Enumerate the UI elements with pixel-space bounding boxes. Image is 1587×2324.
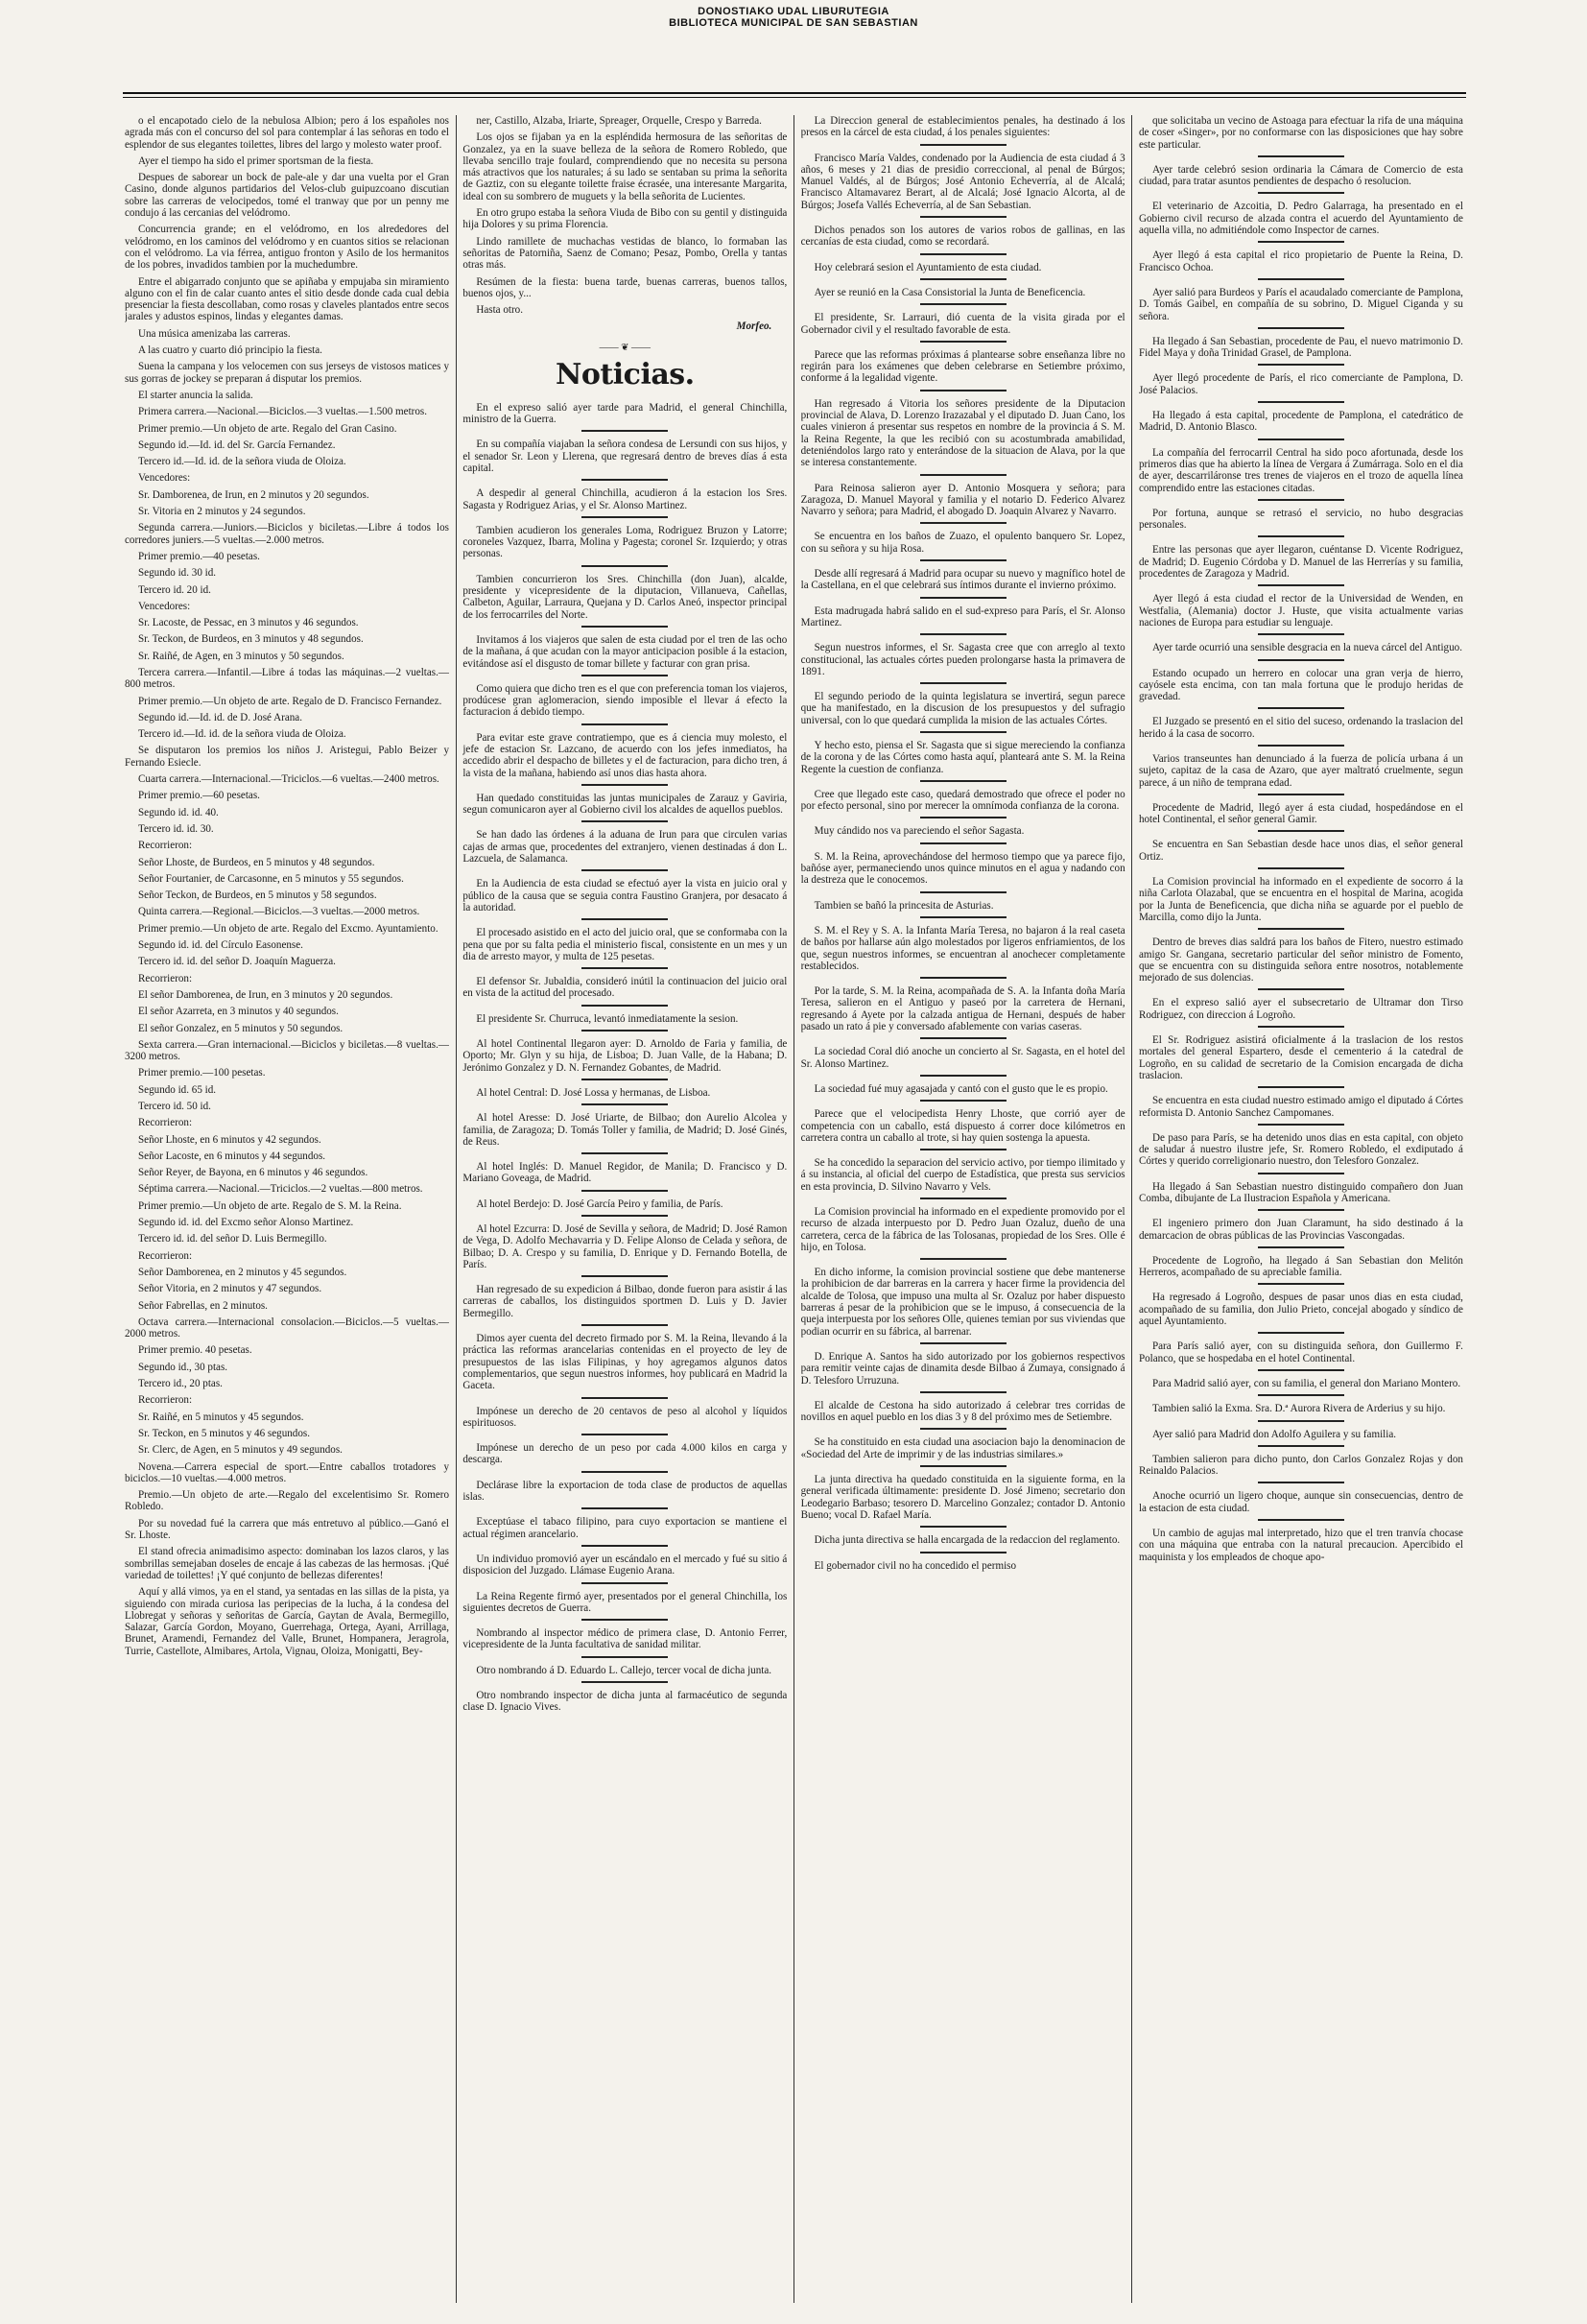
paragraph: que solicitaba un vecino de Astoaga para efectuar la rifa de una máquina de coser «Singer», por no conformarse con las disposiciones que hay sobre este particular. bbox=[1138, 115, 1463, 151]
paragraph: Primer premio.—Un objeto de arte. Regalo del Gran Casino. bbox=[138, 422, 397, 435]
paragraph: D. Enrique A. Santos ha sido autorizado por los gobiernos respectivos para remitir veinte cajas de dinamita desde Bilbao á Zumaya, consignado á D. Telesforo Urruzuna. bbox=[800, 1350, 1125, 1387]
paragraph: Concurrencia grande; en el velódromo, en los alrededores del velódromo, en los caminos del velódromo y en cuantos sitios se relacionan con el velódromo. La via férrea, antiguo fronton y Asilo de los hermanitos de los pobres, invadidos tambien por la muchedumbre. bbox=[125, 224, 449, 272]
item-separator bbox=[920, 731, 1007, 733]
item-separator bbox=[581, 1152, 668, 1154]
paragraph: Sr. Lacoste, de Pessac, en 3 minutos y 46 segundos. bbox=[138, 617, 359, 629]
paragraph: o el encapotado cielo de la nebulosa Albion; pero á los españoles nos agrada más con el concurso del sol para contemplar á las señoras en todo el esplendor de sus elegantes toilettes, libres del largo y molesto water proof. bbox=[125, 115, 449, 151]
item-separator bbox=[920, 144, 1007, 146]
paragraph: Hoy celebrará sesion el Ayuntamiento de esta ciudad. bbox=[814, 261, 1042, 273]
paragraph: Segundo id. id. del Círculo Easonense. bbox=[138, 939, 303, 952]
item-separator bbox=[920, 1552, 1007, 1553]
paragraph: La sociedad Coral dió anoche un concierto al Sr. Sagasta, en el hotel del Sr. Alonso Martinez. bbox=[800, 1046, 1125, 1070]
item-separator bbox=[920, 1198, 1007, 1199]
library-stamp-line1: DONOSTIAKO UDAL LIBURUTEGIA bbox=[698, 6, 889, 17]
paragraph: Se disputaron los premios los niños J. Aristegui, Pablo Beizer y Fernando Esiecle. bbox=[125, 745, 449, 769]
item-separator bbox=[1258, 830, 1344, 832]
paragraph: Novena.—Carrera especial de sport.—Entre caballos trotadores y biciclos.—10 vueltas.—4.000 metros. bbox=[125, 1460, 449, 1484]
paragraph: Sr. Clerc, de Agen, en 5 minutos y 49 segundos. bbox=[138, 1444, 343, 1457]
paragraph: Primer premio.—Un objeto de arte. Regalo de S. M. la Reina. bbox=[138, 1199, 402, 1212]
paragraph: Segundo id. id. 40. bbox=[138, 806, 219, 818]
paragraph: Sr. Teckon, de Burdeos, en 3 minutos y 48 segundos. bbox=[138, 633, 364, 646]
column-4 bbox=[1139, 115, 1463, 2303]
item-separator bbox=[581, 430, 668, 432]
paragraph: Dicha junta directiva se halla encargada de la redaccion del reglamento. bbox=[814, 1534, 1121, 1547]
paragraph: Ayer se reunió en la Casa Consistorial la Junta de Beneficencia. bbox=[814, 286, 1086, 298]
paragraph: Segundo id. id. del Excmo señor Alonso Martinez. bbox=[138, 1217, 354, 1229]
item-separator bbox=[1258, 794, 1344, 795]
paragraph: Tambien acudieron los generales Loma, Rodriguez Bruzon y Latorre; coroneles Vazquez, Ibarra, Molina y Pagesta; coronel Sr. Izquierdo; y otras personas. bbox=[462, 524, 788, 560]
top-rule-thin bbox=[123, 97, 1466, 98]
paragraph: La junta directiva ha quedado constituida en la siguiente forma, en la general verificada últimamente: presidente D. José Jimeno; secretario don Leodegario Barbaso; tesorero D. Marcelino Gonzalez; contador D. Antonio Bueno; vocal D. Rafael María. bbox=[800, 1474, 1125, 1521]
paragraph: Tambien salieron para dicho punto, don Carlos Gonzalez Rojas y don Reinaldo Palacios. bbox=[1138, 1453, 1463, 1478]
paragraph: El alcalde de Cestona ha sido autorizado á celebrar tres corridas de novillos en aquel pueblo en los dias 3 y 8 del próximo mes de Setiembre. bbox=[800, 1399, 1125, 1424]
paragraph: Se ha concedido la separacion del servicio activo, por tiempo ilimitado y á su instancia, al oficial del cuerpo de Estadística, que presta sus servicios en esta provincia, D. Silvino Navarro y Vels. bbox=[800, 1157, 1125, 1193]
paragraph: Lindo ramillete de muchachas vestidas de blanco, lo formaban las señoritas de Patorniña, Saenz de Comano; Pesaz, Pombo, Orella y tantas otras más. bbox=[462, 235, 788, 272]
paragraph: Primer premio.—40 pesetas. bbox=[138, 550, 260, 562]
column-divider bbox=[456, 115, 457, 2303]
paragraph: Resúmen de la fiesta: buena tarde, buenas carreras, buenos tallos, buenos ojos, y... bbox=[462, 275, 788, 299]
paragraph: Dimos ayer cuenta del decreto firmado por S. M. la Reina, llevando á la práctica las reformas arancelarias contenidas en el proyecto de ley de presupuestos de las islas Filipinas, y hoy agregamos algunos datos complementarios, que segun nuestros informes, hoy publicará en Madrid la Gaceta. bbox=[462, 1333, 788, 1392]
paragraph: Como quiera que dicho tren es el que con preferencia toman los viajeros, prodúcese gran aglomeracion, siendo imposible el llevar á efecto la facturacion á debido tiempo. bbox=[462, 682, 788, 719]
item-separator bbox=[1258, 192, 1344, 194]
paragraph: Aquí y allá vimos, ya en el stand, ya sentadas en las sillas de la pista, ya siguiendo con mirada curiosa las peripecias de la lucha, á la condesa del Llobregat y señoras y señoritas de García, Gaytan de Avala, Bermegillo, Salazar, García Gordon, Moyano, Guerrehaga, Ortega, Ayani, Arrillaga, Brunet, Aramendi, Fernandez del Valle, Brunet, Hompanera, Jeragrola, Turrie, Castellote, Almibares, Artola, Vignau, Oloiza, Monigatti, Bey- bbox=[125, 1586, 449, 1657]
item-separator bbox=[581, 1545, 668, 1547]
top-rule bbox=[123, 92, 1466, 94]
item-separator bbox=[581, 1434, 668, 1435]
paragraph: Sr. Damborenea, de Irun, en 2 minutos y 20 segundos. bbox=[138, 488, 369, 501]
item-separator bbox=[1258, 1173, 1344, 1174]
paragraph: Señor Fourtanier, de Carcasonne, en 5 minutos y 55 segundos. bbox=[138, 872, 404, 885]
paragraph: Y hecho esto, piensa el Sr. Sagasta que si sigue mereciendo la confianza de la corona y de las Córtes como hasta aquí, planteará ante S. M. la Reina Regente la cuestion de confianza. bbox=[800, 739, 1125, 775]
item-separator bbox=[920, 780, 1007, 782]
item-separator bbox=[920, 303, 1007, 305]
item-separator bbox=[581, 1030, 668, 1032]
paragraph: Segundo id.—Id. id. del Sr. García Fernandez. bbox=[138, 439, 336, 451]
paragraph: El Juzgado se presentó en el sitio del suceso, ordenando la traslacion del herido á la casa de socorro. bbox=[1138, 716, 1463, 740]
paragraph: Se encuentra en San Sebastian desde hace unos dias, el señor general Ortiz. bbox=[1138, 839, 1463, 863]
column-divider bbox=[1131, 115, 1132, 2303]
paragraph: Para París salió ayer, con su distinguida señora, don Guillermo F. Polanco, que se hospedaba en el hotel Continental. bbox=[1138, 1340, 1463, 1364]
item-separator bbox=[920, 1100, 1007, 1102]
paragraph: Segundo id. 65 id. bbox=[138, 1083, 217, 1096]
paragraph: Ayer llegó á esta ciudad el rector de la Universidad de Wenden, en Westfalia, (Alemania) doctor J. Huste, que visita actualmente varias naciones de Europa para estudiar su lenguaje. bbox=[1138, 593, 1463, 628]
paragraph: Ha llegado á San Sebastian, procedente de Pau, el nuevo matrimonio D. Fidel Maya y doña Trinidad Grasel, de Pamplona. bbox=[1138, 335, 1463, 360]
section-title: Noticias. bbox=[556, 357, 695, 391]
item-separator bbox=[920, 341, 1007, 343]
paragraph: Ha llegado á esta capital, procedente de Pamplona, el catedrático de Madrid, D. Antonio Blasco. bbox=[1138, 410, 1463, 434]
columns bbox=[125, 115, 1463, 2303]
paragraph: Sr. Raiñé, en 5 minutos y 45 segundos. bbox=[138, 1411, 304, 1423]
paragraph: El presidente Sr. Churruca, levantó inmediatamente la sesion. bbox=[476, 1012, 739, 1025]
item-separator bbox=[1258, 659, 1344, 661]
paragraph: Tambien salió la Exma. Sra. D.ª Aurora Rivera de Arderius y su hijo. bbox=[1151, 1403, 1446, 1415]
paragraph: Impónese un derecho de 20 centavos de peso al alcohol y líquidos espirituosos. bbox=[462, 1405, 788, 1429]
paragraph: Segunda carrera.—Juniors.—Biciclos y biciletas.—Libre á todos los corredores juniers.—5 vueltas.—2.000 metros. bbox=[125, 522, 449, 546]
paragraph: En la Audiencia de esta ciudad se efectuó ayer la vista en juicio oral y público de la causa que se seguia contra Faustino Granjera, por desacato á la autoridad. bbox=[462, 878, 788, 913]
item-separator bbox=[581, 675, 668, 676]
paragraph: Francisco María Valdes, condenado por la Audiencia de esta ciudad á 3 años, 6 meses y 21 dias de presidio correccional, al penal de Búrgos; Manuel Valdés, al de Búrgos; José Antonio Echeverría, al de Alcalá; Francisco Altamavarez Berart, al de Alcalá; José Ignacio Alcorta, al de Búrgos; Josefa Vallés Echeverría, al de San Sebastian. bbox=[800, 152, 1125, 211]
paragraph: A despedir al general Chinchilla, acudieron á la estacion los Sres. Sagasta y Rodriguez Arias, y el Sr. Alonso Martinez. bbox=[462, 487, 788, 511]
paragraph: En su compañía viajaban la señora condesa de Lersundi con sus hijos, y el senador Sr. Leon y Llerena, que regresará dentro de breves días á esta capital. bbox=[462, 439, 788, 474]
paragraph: Al hotel Inglés: D. Manuel Regidor, de Manila; D. Francisco y D. Mariano Goveaga, de Madrid. bbox=[462, 1161, 788, 1185]
paragraph: Tercero id. 50 id. bbox=[138, 1101, 211, 1112]
paragraph: Otro nombrando inspector de dicha junta al farmacéutico de segunda clase D. Ignacio Vives. bbox=[462, 1690, 788, 1714]
item-separator bbox=[581, 1397, 668, 1399]
paragraph: La Comision provincial ha informado en el expediente promovido por el recurso de alzada interpuesto por D. Pedro Juan Ozaluz, dueño de una carretera, cerca de la fábrica de las Tolosanas, propiedad de los Sres. Olle é hijo, en Tolosa. bbox=[800, 1206, 1125, 1253]
paragraph: Ayer el tiempo ha sido el primer sportsman de la fiesta. bbox=[138, 154, 374, 167]
paragraph: El señor Gonzalez, en 5 minutos y 50 segundos. bbox=[138, 1022, 343, 1034]
item-separator bbox=[1258, 439, 1344, 440]
item-separator bbox=[1258, 1124, 1344, 1126]
item-separator bbox=[920, 633, 1007, 635]
item-separator bbox=[581, 1215, 668, 1217]
item-separator bbox=[1258, 241, 1344, 243]
paragraph: Señor Damborenea, en 2 minutos y 45 segundos. bbox=[138, 1266, 347, 1278]
paragraph: Octava carrera.—Internacional consolacion.—Biciclos.—5 vueltas.—2000 metros. bbox=[125, 1316, 449, 1340]
paragraph: Se encuentra en esta ciudad nuestro estimado amigo el diputado á Córtes reformista D. Antonio Sanchez Campomanes. bbox=[1138, 1095, 1463, 1119]
paragraph: El gobernador civil no ha concedido el permiso bbox=[814, 1559, 1017, 1572]
item-separator bbox=[1258, 867, 1344, 869]
paragraph: Cuarta carrera.—Internacional.—Triciclos.—6 vueltas.—2400 metros. bbox=[138, 773, 439, 786]
paragraph: Recorrieron: bbox=[138, 1394, 193, 1407]
column-2 bbox=[462, 115, 787, 2303]
item-separator bbox=[1258, 1026, 1344, 1028]
paragraph: Entre el abigarrado conjunto que se apiñaba y empujaba sin miramiento alguno con el fin de calar cuanto antes el sitio desde donde cada cual debia presenciar la fiesta descollaban, como rosas y claveles plantados entre secos jarales y adustos espinos, lindas y elegantes damas. bbox=[125, 275, 449, 323]
paragraph: Los ojos se fijaban ya en la espléndida hermosura de las señoritas de Gonzalez, ya en la suave belleza de la señora de Romero Robledo, que llevaba sencillo traje foulard, comprendiendo que no necesita su persona más atractivos que los naturales; á su lado se sentaban su prima la señorita de Gaztiz, con su elegante toilette fraise écrasée, una interesante Margarita, ideal con su sombrero de muguets y la bella señorita de Lucientes. bbox=[462, 131, 788, 202]
paragraph: Ayer salió para Madrid don Adolfo Aguilera y su familia. bbox=[1151, 1428, 1397, 1440]
paragraph: Ayer tarde celebró sesion ordinaria la Cámara de Comercio de esta ciudad, para tratar asuntos pendientes de despacho ó resolucion. bbox=[1138, 163, 1463, 188]
paragraph: Cree que llegado este caso, quedará demostrado que ofrece el poder no por efecto personal, sino por merecer la omnímoda confianza de la corona. bbox=[800, 788, 1125, 813]
paragraph: Primera carrera.—Nacional.—Biciclos.—3 vueltas.—1.500 metros. bbox=[138, 406, 427, 418]
item-separator bbox=[1258, 155, 1344, 157]
paragraph: Tercero id. id. 30. bbox=[138, 822, 214, 835]
paragraph: El señor Azarreta, en 3 minutos y 40 segundos. bbox=[138, 1006, 339, 1018]
item-separator bbox=[581, 1324, 668, 1326]
section-ornament: —— ❦ —— bbox=[599, 342, 651, 353]
paragraph: El Sr. Rodriguez asistirá oficialmente á la traslacion de los restos mortales del general Espartero, desde el cementerio á la catedral de Logroño, en su calidad de secretario de la Comision encargada de dicha traslacion. bbox=[1138, 1034, 1463, 1081]
paragraph: El veterinario de Azcoitia, D. Pedro Galarraga, ha presentado en el Gobierno civil recurso de alzada contra el acuerdo del Ayuntamiento de aquella villa, no admitiéndole como Inspector de carnes. bbox=[1138, 201, 1463, 237]
paragraph: Para Reinosa salieron ayer D. Antonio Mosquera y señora; para Zaragoza, D. Manuel Mayoral y familia y el notario D. Federico Alvarez Navarro y señora; para Madrid, el abogado D. Joaquin Alvarez y Navarro. bbox=[800, 482, 1125, 518]
paragraph: En dicho informe, la comision provincial sostiene que debe mantenerse la prohibicion de dar barreras en la carrera y hacer firme la providencia del alcalde de Tolosa, que impuso una multa al Sr. Ozaluz por haber dispuesto barreras á pesar de la prohibicion que se le impuso, á consecuencia de la queja interpuesta por los señores Olle, quienes temian por sus viviendas que podian ocurrir en su fábrica, al barrenar. bbox=[800, 1267, 1125, 1338]
paragraph: Dentro de breves dias saldrá para los baños de Fitero, nuestro estimado amigo Sr. Gangana, secretario particular del señor ministro de Fomento, que se encuentra con su distinguida señora entre nosotros, notablemente mejorado de sus dolencias. bbox=[1138, 937, 1463, 984]
item-separator bbox=[1258, 401, 1344, 403]
item-separator bbox=[1258, 327, 1344, 329]
item-separator bbox=[920, 253, 1007, 255]
paragraph: Tambien se bañó la princesita de Asturias. bbox=[814, 899, 994, 912]
item-separator bbox=[1258, 1332, 1344, 1334]
item-separator bbox=[920, 474, 1007, 476]
paragraph: La compañía del ferrocarril Central ha sido poco afortunada, desde los primeros dias que ha abierto la línea de Vergara á Zumárraga. Solo en el dia de ayer, descarriláronse tres trenes de viajeros en el trozo de aquella línea comprendido entre las estaciones citadas. bbox=[1138, 446, 1463, 494]
item-separator bbox=[1258, 535, 1344, 537]
library-stamp-line2: BIBLIOTECA MUNICIPAL DE SAN SEBASTIAN bbox=[669, 17, 918, 29]
item-separator bbox=[1258, 584, 1344, 586]
paragraph: La Comision provincial ha informado en el expediente de socorro á la niña Carlota Olazabal, que se encuentra en el hospital de Marina, acogida por la Junta de Beneficencia, que dicha niña se aguarde por el pueblo de Marcilla, como dijo la Junta. bbox=[1138, 876, 1463, 923]
paragraph: Nombrando al inspector médico de primera clase, D. Antonio Ferrer, vicepresidente de la Junta facultativa de sanidad militar. bbox=[462, 1627, 788, 1651]
item-separator bbox=[1258, 1519, 1344, 1521]
paragraph: Tercero id., 20 ptas. bbox=[138, 1378, 223, 1390]
paragraph: Otro nombrando á D. Eduardo L. Callejo, tercer vocal de dicha junta. bbox=[476, 1664, 772, 1676]
paragraph: Para Madrid salió ayer, con su familia, el general don Mariano Montero. bbox=[1151, 1377, 1461, 1389]
paragraph: Exceptúase el tabaco filipino, para cuyo exportacion se mantiene el actual régimen arancelario. bbox=[462, 1516, 788, 1540]
item-separator bbox=[581, 784, 668, 786]
item-separator bbox=[581, 479, 668, 481]
item-separator bbox=[1258, 278, 1344, 280]
item-separator bbox=[581, 1507, 668, 1509]
paragraph: Parece que las reformas próximas á plantearse sobre enseñanza libre no regirán para los exámenes que deben celebrarse en Setiembre próximo, conforme á la legalidad vigente. bbox=[800, 348, 1125, 385]
item-separator bbox=[920, 278, 1007, 280]
paragraph: El ingeniero primero don Juan Claramunt, ha sido destinado á la demarcacion de obras públicas de las Provincias Vascongadas. bbox=[1138, 1218, 1463, 1242]
item-separator bbox=[920, 1526, 1007, 1528]
paragraph: Tercero id. id. del señor D. Joaquín Maguerza. bbox=[138, 956, 336, 968]
column-1 bbox=[125, 115, 449, 2303]
paragraph: Recorrieron: bbox=[138, 840, 193, 852]
paragraph: Segundo id.—Id. id. de D. José Arana. bbox=[138, 711, 303, 723]
paragraph: Han regresado á Vitoria los señores presidente de la Diputacion provincial de Alava, D. Lorenzo Irazazabal y el diputado D. Juan Cano, los cuales vinieron á presentar sus respetos en nombre de la provincia á S. M. la Reina Regente, la que les recibió con su acostumbrada amabilidad, deteniéndolos largo rato y enterándose de la situacion de Alava, por la que se interesa constantemente. bbox=[800, 397, 1125, 469]
paragraph: Primer premio.—Un objeto de arte. Regalo del Excmo. Ayuntamiento. bbox=[138, 922, 438, 935]
paragraph: Han quedado constituidas las juntas municipales de Zarauz y Gaviria, segun comunicaron ayer al Gobierno civil los alcaldes de aquellos pueblos. bbox=[462, 792, 788, 817]
item-separator bbox=[581, 1619, 668, 1621]
item-separator bbox=[1258, 707, 1344, 709]
paragraph: Señor Lhoste, de Burdeos, en 5 minutos y 48 segundos. bbox=[138, 856, 375, 868]
paragraph: Han regresado de su expedicion á Bilbao, donde fueron para asistir á las carreras de caballos, los distinguidos sportmen D. Luis y D. Javier Bermegillo. bbox=[462, 1284, 788, 1319]
paragraph: Séptima carrera.—Nacional.—Triciclos.—2 vueltas.—800 metros. bbox=[138, 1183, 423, 1196]
item-separator bbox=[1258, 928, 1344, 930]
paragraph: De paso para París, se ha detenido unos dias en esta capital, con objeto de saludar á nuestro ilustre jefe, Sr. Romero Robledo, el exdiputado á Córtes y querido correligionario nuestro, don Telesforo Gonzalez. bbox=[1138, 1131, 1463, 1168]
chronicle-continuation bbox=[462, 115, 787, 316]
paragraph: La Reina Regente firmó ayer, presentados por el general Chinchilla, los siguientes decretos de Guerra. bbox=[462, 1590, 788, 1614]
item-separator bbox=[920, 390, 1007, 391]
paragraph: Señor Vitoria, en 2 minutos y 47 segundos. bbox=[138, 1283, 322, 1295]
paragraph: Anoche ocurrió un ligero choque, aunque sin consecuencias, dentro de la estacion de esta ciudad. bbox=[1138, 1490, 1463, 1514]
paragraph: Al hotel Central: D. José Lossa y hermanas, de Lisboa. bbox=[476, 1086, 711, 1099]
item-separator bbox=[1258, 1209, 1344, 1211]
item-separator bbox=[920, 597, 1007, 599]
paragraph: Un individuo promovió ayer un escándalo en el mercado y fué su sitio á disposicion del Juzgado. Llámase Eugenio Arana. bbox=[462, 1553, 788, 1577]
item-separator bbox=[581, 626, 668, 628]
paragraph: Al hotel Aresse: D. José Uriarte, de Bilbao; don Aurelio Alcolea y familia, de Zaragoza; D. Tomás Toller y familia, de Madrid; D. José Ginés, de Reus. bbox=[462, 1112, 788, 1148]
paragraph: ner, Castillo, Alzaba, Iriarte, Spreager, Orquelle, Crespo y Barreda. bbox=[476, 115, 762, 127]
item-separator bbox=[1258, 1283, 1344, 1285]
item-separator bbox=[920, 817, 1007, 818]
paragraph: Señor Lacoste, en 6 minutos y 44 segundos. bbox=[138, 1150, 326, 1162]
item-separator bbox=[581, 1582, 668, 1584]
item-separator bbox=[581, 1681, 668, 1683]
item-separator bbox=[1258, 1246, 1344, 1248]
paragraph: El stand ofrecia animadisimo aspecto: dominaban los lazos claros, y las sombrillas semejaban doseles de encaje á las cabezas de las hermosas. ¡Qué variedad de toilettes! ¡Y qué conjunto de bellezas diferentes! bbox=[125, 1546, 449, 1581]
paragraph: El presidente, Sr. Larrauri, dió cuenta de la visita girada por el Gobernador civil y el resultado favorable de esta. bbox=[800, 312, 1125, 336]
item-separator bbox=[920, 891, 1007, 893]
paragraph: Ayer tarde ocurrió una sensible desgracia en la nueva cárcel del Antiguo. bbox=[1151, 642, 1462, 654]
paragraph: Sr. Vitoria en 2 minutos y 24 segundos. bbox=[138, 506, 306, 518]
paragraph: Ayer llegó á esta capital el rico propietario de Puente la Reina, D. Francisco Ochoa. bbox=[1138, 249, 1463, 273]
item-separator bbox=[920, 522, 1007, 524]
paragraph: Señor Fabrellas, en 2 minutos. bbox=[138, 1299, 268, 1312]
paragraph: Por la tarde, S. M. la Reina, acompañada de S. A. la Infanta doña María Teresa, salieron en el Antiguo y paseó por la carretera de Hernani, regresando á Ayete por la calzada antigua de Hernani, después de haber pasado un rato á pie y conversado afablemente con varias caseras. bbox=[800, 985, 1125, 1033]
item-separator bbox=[1258, 1369, 1344, 1371]
item-separator bbox=[920, 1258, 1007, 1260]
paragraph: Una música amenizaba las carreras. bbox=[138, 327, 291, 340]
paragraph: Sr. Raiñé, de Agen, en 3 minutos y 50 segundos. bbox=[138, 650, 344, 662]
item-separator bbox=[920, 216, 1007, 218]
paragraph: Se ha constituido en esta ciudad una asociacion bajo la denominacion de «Sociedad del Arte de imprimir y de las industrias similares.» bbox=[800, 1436, 1125, 1460]
paragraph: Desde allí regresará á Madrid para ocupar su nuevo y magnífico hotel de la Castellana, en el que celebrará sus íntimos durante el invierno próximo. bbox=[800, 568, 1125, 592]
paragraph: Entre las personas que ayer llegaron, cuéntanse D. Vicente Rodriguez, de Madrid; D. Eugenio Córdoba y D. Manuel de las Herrerías y su familia, procedentes de Zaragoza y Madrid. bbox=[1138, 544, 1463, 581]
item-separator bbox=[581, 723, 668, 725]
item-separator bbox=[581, 918, 668, 920]
paragraph: Ha llegado á San Sebastian nuestro distinguido compañero don Juan Comba, dibujante de La Ilustracion Española y Americana. bbox=[1138, 1180, 1463, 1204]
signature: Morfeo. bbox=[736, 320, 772, 333]
item-separator bbox=[581, 820, 668, 822]
item-separator bbox=[581, 869, 668, 871]
item-separator bbox=[920, 842, 1007, 844]
item-separator bbox=[581, 516, 668, 518]
item-separator bbox=[581, 1190, 668, 1192]
library-stamp bbox=[0, 6, 1587, 29]
paragraph: Ayer llegó procedente de París, el rico comerciante de Pamplona, D. José Palacios. bbox=[1138, 372, 1463, 396]
paragraph: Procedente de Logroño, ha llegado á San Sebastian don Melitón Herreros, acompañado de su apreciable familia. bbox=[1138, 1254, 1463, 1279]
item-separator bbox=[1258, 1086, 1344, 1088]
item-separator bbox=[920, 1391, 1007, 1393]
paragraph: Tercero id. id. del señor D. Luis Bermegillo. bbox=[138, 1233, 327, 1245]
paragraph: La sociedad fué muy agasajada y cantó con el gusto que le es propio. bbox=[814, 1082, 1108, 1095]
item-separator bbox=[920, 1075, 1007, 1077]
paragraph: Quinta carrera.—Regional.—Biciclos.—3 vueltas.—2000 metros. bbox=[138, 906, 420, 918]
paragraph: Tercero id. 20 id. bbox=[138, 583, 211, 596]
paragraph: Por su novedad fué la carrera que más entretuvo al público.—Ganó el Sr. Lhoste. bbox=[125, 1517, 449, 1542]
item-separator bbox=[581, 967, 668, 969]
paragraph: El procesado asistido en el acto del juicio oral, que se conformaba con la pena que por su falta pedia el ministerio fiscal, consistente en un mes y un dia de arresto mayor, y multa de 125 pesetas. bbox=[462, 927, 788, 962]
item-separator bbox=[1258, 364, 1344, 366]
paragraph: Estando ocupado un herrero en colocar una gran verja de hierro, cayósele esta encima, con tan mala fortuna que le produjo heridas de gravedad. bbox=[1138, 667, 1463, 703]
paragraph: Primer premio. 40 pesetas. bbox=[138, 1344, 252, 1357]
paragraph: Sr. Teckon, en 5 minutos y 46 segundos. bbox=[138, 1427, 310, 1439]
item-separator bbox=[1258, 499, 1344, 501]
item-separator bbox=[581, 1656, 668, 1658]
item-separator bbox=[920, 559, 1007, 561]
paragraph: Tercera carrera.—Infantil.—Libre á todas las máquinas.—2 vueltas.—800 metros. bbox=[125, 666, 449, 691]
paragraph: Vencedores: bbox=[138, 472, 191, 485]
paragraph: El señor Damborenea, de Irun, en 3 minutos y 20 segundos. bbox=[138, 988, 393, 1001]
paragraph: A las cuatro y cuarto dió principio la fiesta. bbox=[138, 344, 322, 357]
paragraph: Declárase libre la exportacion de toda clase de productos de aquellas islas. bbox=[462, 1479, 788, 1504]
paragraph: Ayer salió para Burdeos y París el acaudalado comerciante de Pamplona, D. Tomás Gaibel, en compañía de su sobrino, D. Miguel Ciganda y su señora. bbox=[1138, 286, 1463, 322]
paragraph: Señor Lhoste, en 6 minutos y 42 segundos. bbox=[138, 1133, 321, 1146]
item-separator bbox=[920, 1428, 1007, 1430]
item-separator bbox=[920, 1037, 1007, 1039]
news-list bbox=[462, 402, 787, 1714]
paragraph: Muy cándido nos va pareciendo el señor Sagasta. bbox=[814, 825, 1025, 838]
paragraph: Segun nuestros informes, el Sr. Sagasta cree que con arreglo al texto constitucional, las actuales córtes pueden prolongarse hasta la primavera de 1891. bbox=[800, 642, 1125, 677]
paragraph: Recorrieron: bbox=[138, 1117, 193, 1129]
paragraph: Al hotel Ezcurra: D. José de Sevilla y señora, de Madrid; D. José Ramon de Vega, D. Adolfo Mechavarria y D. Felipe Alonso de Celada y señora, de Bilbao; D. A. Crespo y su familia, D. Enrique y D. Fernando Botella, de París. bbox=[462, 1223, 788, 1270]
paragraph: Despues de saborear un bock de pale-ale y dar una vuelta por el Gran Casino, donde algunos partidarios del Velos-club guipuzcoano discutian sobre las carreras de velocipedos, tomé el tranway que por un penny me condujo á las cercanias del velódromo. bbox=[125, 172, 449, 220]
item-separator bbox=[1258, 1482, 1344, 1483]
paragraph: La Direccion general de establecimientos penales, ha destinado á los presos en la cárcel de esta ciudad, á los penales siguientes: bbox=[800, 115, 1125, 139]
item-separator bbox=[920, 1465, 1007, 1467]
item-separator bbox=[1258, 745, 1344, 747]
paragraph: Señor Teckon, de Burdeos, en 5 minutos y 58 segundos. bbox=[138, 889, 377, 902]
item-separator bbox=[1258, 1394, 1344, 1396]
item-separator bbox=[920, 916, 1007, 918]
paragraph: Se encuentra en los baños de Zuazo, el opulento banquero Sr. Lopez, con su señora y su hija Rosa. bbox=[800, 531, 1125, 555]
paragraph: Procedente de Madrid, llegó ayer á esta ciudad, hospedándose en el hotel Continental, el señor general Gamir. bbox=[1138, 801, 1463, 826]
paragraph: Al hotel Berdejo: D. José García Peiro y familia, de París. bbox=[476, 1198, 723, 1210]
paragraph: Por fortuna, aunque se retrasó el servicio, no hubo desgracias personales. bbox=[1138, 507, 1463, 532]
paragraph: Invitamos á los viajeros que salen de esta ciudad por el tren de las ocho de la mañana, á que acudan con la mayor anticipacion posible á la estacion, evitándose así el disgusto de tomar billete y facturar con gran prisa. bbox=[462, 633, 788, 670]
paragraph: Tercero id.—Id. id. de la señora viuda de Oloiza. bbox=[138, 456, 346, 468]
paragraph: Vencedores: bbox=[138, 600, 191, 612]
paragraph: Varios transeuntes han denunciado á la fuerza de policía urbana á un sujeto, capitaz de la casa de Azaro, que ayer maltrató cruelmente, segun parece, á un niño de temprana edad. bbox=[1138, 752, 1463, 789]
paragraph: Recorrieron: bbox=[138, 1249, 193, 1262]
paragraph: Primer premio.—60 pesetas. bbox=[138, 790, 260, 802]
paragraph: Impónese un derecho de un peso por cada 4.000 kilos en carga y descarga. bbox=[462, 1442, 788, 1466]
item-separator bbox=[1258, 988, 1344, 990]
paragraph: S. M. el Rey y S. A. la Infanta María Teresa, no bajaron á la real caseta de baños por hallarse aún algo molestados por ligeros enfriamientos, de los que, segun nuestros informes, se encuentran al anochecer completamente restablecidos. bbox=[800, 924, 1125, 972]
item-separator bbox=[920, 682, 1007, 684]
paragraph: Parece que el velocipedista Henry Lhoste, que corrió ayer de competencia con un caballo, está dispuesto á correr doce kilómetros en carretera contra un caballo al trote, si hay quien sostenga la apuesta. bbox=[800, 1108, 1125, 1144]
item-separator bbox=[920, 1342, 1007, 1344]
paragraph: Segundo id. 30 id. bbox=[138, 567, 217, 580]
item-separator bbox=[581, 1275, 668, 1277]
paragraph: Tambien concurrieron los Sres. Chinchilla (don Juan), alcalde, presidente y vicepresidente de la diputacion, Villanueva, Cañellas, Calbeton, Aguilar, Larraura, Quejana y D. Carlos Aneó, inspector principal de los ferrocarriles del Norte. bbox=[462, 573, 788, 621]
paragraph: Un cambio de agujas mal interpretado, hizo que el tren tranvía chocase con una máquina que entraba con la natural precaucion. Apercibido el maquinista y los empleados de choque apo- bbox=[1138, 1528, 1463, 1563]
paragraph: Premio.—Un objeto de arte.—Regalo del excelentisimo Sr. Romero Robledo. bbox=[125, 1489, 449, 1513]
paragraph: Ha regresado á Logroño, despues de pasar unos dias en esta ciudad, acompañado de su familia, don Julio Prieto, concejal abogado y síndico de aquel Ayuntamiento. bbox=[1138, 1292, 1463, 1328]
item-separator bbox=[581, 1103, 668, 1105]
paragraph: Sexta carrera.—Gran internacional.—Biciclos y biciletas.—8 vueltas.—3200 metros. bbox=[125, 1038, 449, 1063]
item-separator bbox=[1258, 1445, 1344, 1447]
item-separator bbox=[920, 1149, 1007, 1150]
paragraph: El starter anuncia la salida. bbox=[138, 389, 253, 401]
paragraph: En el expreso salió ayer el subsecretario de Ultramar don Tirso Rodriguez, con direccion á Logroño. bbox=[1138, 997, 1463, 1021]
column-3 bbox=[801, 115, 1125, 2303]
item-separator bbox=[581, 1005, 668, 1007]
paragraph: El segundo periodo de la quinta legislatura se invertirá, segun parece que ha manifestado, en la discusion de los presupuestos y del sufragio universal, con lo que quedará cumplida la mision de las actuales Córtes. bbox=[800, 691, 1125, 726]
item-separator bbox=[1258, 1420, 1344, 1422]
paragraph: Primer premio.—Un objeto de arte. Regalo de D. Francisco Fernandez. bbox=[138, 695, 442, 707]
item-separator bbox=[1258, 633, 1344, 635]
item-separator bbox=[920, 977, 1007, 979]
item-separator bbox=[581, 1471, 668, 1473]
paragraph: Se han dado las órdenes á la aduana de Irun para que circulen varias cajas de armas que, procedentes del extranjero, vienen destinadas á don L. Lazcuela, de Salamanca. bbox=[462, 829, 788, 866]
paragraph: Tercero id.—Id. id. de la señora viuda de Oloiza. bbox=[138, 728, 346, 741]
paragraph: Segundo id., 30 ptas. bbox=[138, 1361, 228, 1373]
paragraph: Para evitar este grave contratiempo, que es á ciencia muy molesto, el jefe de estacion Sr. Lazcano, de acuerdo con los jefes inmediatos, ha accedido abrir el despacho de billetes y el de facturacion, para dicho tren, á la vista de la mañana, habiendo así unos dias hasta ahora. bbox=[462, 731, 788, 779]
paragraph: Primer premio.—100 pesetas. bbox=[138, 1067, 266, 1079]
paragraph: En el expreso salió ayer tarde para Madrid, el general Chinchilla, ministro de la Guerra. bbox=[462, 401, 788, 426]
paragraph: El defensor Sr. Jubaldia, consideró inútil la continuacion del juicio oral en vista de la actitud del procesado. bbox=[462, 976, 788, 1000]
paragraph: Recorrieron: bbox=[138, 972, 193, 984]
paragraph: Esta madrugada habrá salido en el sud-expreso para París, el Sr. Alonso Martinez. bbox=[800, 605, 1125, 628]
paragraph: Al hotel Continental llegaron ayer: D. Arnoldo de Faria y familia, de Oporto; Mr. Glyn y su hija, de Lisboa; D. Juan Valle, de la Habana; D. Jerónimo Gonzalez y D. N. Fernandez Gobantes, de Madrid. bbox=[462, 1038, 788, 1074]
paragraph: Dichos penados son los autores de varios robos de gallinas, en las cercanías de esta ciudad, como se recordará. bbox=[800, 225, 1125, 249]
paragraph: S. M. la Reina, aprovechándose del hermoso tiempo que ya parece fijo, bañóse ayer, permaneciendo unos quince minutos en el agua y nadando con la destreza que le conocemos. bbox=[800, 850, 1125, 887]
paragraph: Hasta otro. bbox=[476, 304, 523, 317]
paragraph: Señor Reyer, de Bayona, en 6 minutos y 46 segundos. bbox=[138, 1167, 368, 1179]
item-separator bbox=[581, 565, 668, 567]
paragraph: Suena la campana y los velocemen con sus jerseys de vistosos matices y sus gorras de jockey se preparan á disputar los premios. bbox=[125, 361, 449, 385]
item-separator bbox=[581, 1079, 668, 1080]
paragraph: En otro grupo estaba la señora Viuda de Bibo con su gentil y distinguida hija Dolores y su prima Florencia. bbox=[462, 207, 788, 231]
